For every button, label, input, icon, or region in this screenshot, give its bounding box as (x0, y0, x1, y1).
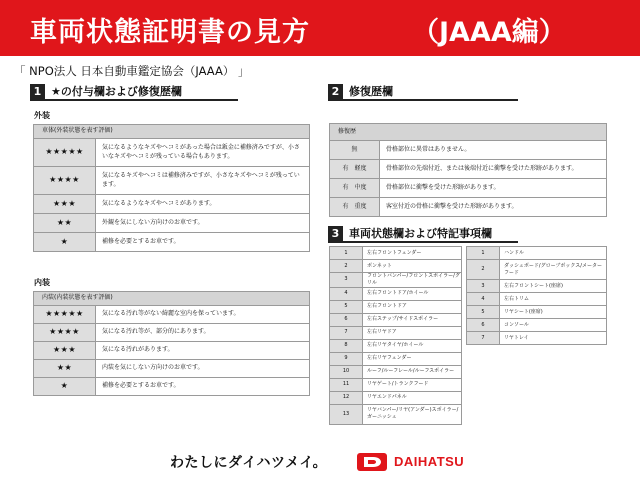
left_rows-row (330, 273, 462, 288)
rating-description: 補修を必要とするお車です。 (96, 378, 310, 396)
right_rows-row (467, 280, 607, 293)
part-number: 10 (330, 365, 363, 378)
brand-name: DAIHATSU (394, 454, 465, 469)
part-number: 8 (330, 339, 363, 352)
section2-number: 2 (328, 84, 343, 99)
part-name: ルーフ/ルーフレール/ルーフスポイラー (363, 365, 462, 378)
interior-row (34, 306, 310, 324)
repair-row (330, 141, 607, 160)
star-rating: ★★★★★ (34, 139, 96, 167)
edition-label: （JAAA編） (412, 17, 566, 48)
left_rows-row (330, 404, 462, 424)
star-rating: ★★ (34, 214, 96, 233)
part-number: 13 (330, 404, 363, 424)
part-number: 3 (330, 273, 363, 288)
repair-description: 骨格部位に衝撃を受けた形跡があります。 (380, 179, 607, 198)
repair-level: 有 重度 (330, 198, 380, 217)
part-number: 7 (467, 332, 500, 345)
repair-row (330, 198, 607, 217)
rating-description: 気になる汚れ等が、部分的にあります。 (96, 324, 310, 342)
star-rating: ★★ (34, 360, 96, 378)
interior-rating-table (33, 291, 310, 396)
repair-description: 客室付近の骨格に衝撃を受けた形跡があります。 (380, 198, 607, 217)
rating-description: 気になる汚れ等がない綺麗な室内を保っています。 (96, 306, 310, 324)
section3-number: 3 (328, 226, 343, 241)
section1-number: 1 (30, 84, 45, 99)
part-name: フロントバンパー/フロントスポイラー/グリル (363, 273, 462, 288)
part-name: ダッシュボード/グローブボックス/メーターフード (500, 260, 607, 280)
part-number: 6 (330, 313, 363, 326)
part-name: 左右フロントドア (363, 300, 462, 313)
daihatsu-logo-icon (357, 453, 387, 471)
interior-row (34, 360, 310, 378)
slogan: わたしにダイハツメイ。 (170, 455, 328, 471)
right_rows-row (467, 332, 607, 345)
part-number: 1 (330, 247, 363, 260)
rating-description: 気になる汚れがあります。 (96, 342, 310, 360)
repair-row (330, 160, 607, 179)
star-rating: ★★★★ (34, 324, 96, 342)
part-number: 4 (467, 293, 500, 306)
part-number: 6 (467, 319, 500, 332)
header-banner (0, 0, 640, 56)
exterior-row (34, 233, 310, 252)
star-rating: ★★★ (34, 342, 96, 360)
footer-logos (0, 450, 640, 474)
exterior-row (34, 214, 310, 233)
left_rows-row (330, 287, 462, 300)
part-number: 12 (330, 391, 363, 404)
part-number: 11 (330, 378, 363, 391)
interior-parts-table (466, 246, 607, 345)
repair-level: 無 (330, 141, 380, 160)
repair-description: 骨格部位に異常はありません。 (380, 141, 607, 160)
rating-description: 気になるようなキズやヘコミがあった場合は鈑金に補修済みですが、小さいなキズやヘコミが残っている場合もあります。 (96, 139, 310, 167)
left_rows-row (330, 247, 462, 260)
part-number: 2 (467, 260, 500, 280)
star-rating: ★ (34, 233, 96, 252)
part-name: コンソール (500, 319, 607, 332)
repair-table-header: 修復歴 (330, 124, 607, 141)
interior-table-header: 内装(内装状態を表す評価) (34, 292, 310, 306)
exterior-rating-table (33, 124, 310, 252)
exterior-parts-table (329, 246, 462, 425)
part-number: 1 (467, 247, 500, 260)
part-name: ボンネット (363, 260, 462, 273)
part-name: リヤシート(座席) (500, 306, 607, 319)
part-name: リヤトレイ (500, 332, 607, 345)
star-rating: ★★★★ (34, 167, 96, 195)
part-number: 9 (330, 352, 363, 365)
part-name: 左右トリム (500, 293, 607, 306)
star-rating: ★★★★★ (34, 306, 96, 324)
interior-row (34, 342, 310, 360)
part-name: 左右リヤフェンダー (363, 352, 462, 365)
rating-description: 気になるようなキズやヘコミがあります。 (96, 195, 310, 214)
rating-description: 気になるキズやヘコミは補修済みですが、小さなキズやヘコミが残っています。 (96, 167, 310, 195)
part-name: 左右ステップ/サイドスポイラー (363, 313, 462, 326)
right_rows-row (467, 260, 607, 280)
left_rows-row (330, 365, 462, 378)
interior-row (34, 378, 310, 396)
repair-level: 有 軽度 (330, 160, 380, 179)
repair-row (330, 179, 607, 198)
part-number: 4 (330, 287, 363, 300)
exterior-label: 外装 (34, 111, 50, 120)
part-name: リヤバンパー/リヤ(アンダー)スポイラー/ガーニッシュ (363, 404, 462, 424)
part-name: リヤエンドパネル (363, 391, 462, 404)
part-number: 7 (330, 326, 363, 339)
part-name: 左右リヤドア (363, 326, 462, 339)
section1-title: ★の付与欄および修復歴欄 (51, 85, 182, 98)
rating-description: 外観を気にしない方向けのお車です。 (96, 214, 310, 233)
right_rows-row (467, 306, 607, 319)
section1-heading (30, 83, 238, 101)
interior-row (34, 324, 310, 342)
section3-title: 車両状態欄および特記事項欄 (349, 227, 492, 240)
part-number: 2 (330, 260, 363, 273)
left_rows-row (330, 260, 462, 273)
left_rows-row (330, 352, 462, 365)
exterior-row (34, 195, 310, 214)
repair-history-table (329, 123, 607, 217)
exterior-row (34, 139, 310, 167)
left_rows-row (330, 326, 462, 339)
page-title: 車両状態証明書の見方 (30, 17, 310, 48)
section3-heading (328, 225, 518, 243)
left_rows-row (330, 300, 462, 313)
star-rating: ★ (34, 378, 96, 396)
repair-description: 骨格部位の先端付近、または後端付近に衝撃を受けた形跡があります。 (380, 160, 607, 179)
interior-label: 内装 (34, 278, 50, 287)
star-rating: ★★★ (34, 195, 96, 214)
part-name: 左右リヤタイヤ/ホイール (363, 339, 462, 352)
exterior-table-header: 車体(外装状態を表す評価) (34, 125, 310, 139)
part-name: 左右フロントフェンダー (363, 247, 462, 260)
exterior-row (34, 167, 310, 195)
right_rows-row (467, 319, 607, 332)
left_rows-row (330, 339, 462, 352)
part-name: ハンドル (500, 247, 607, 260)
left_rows-row (330, 378, 462, 391)
part-number: 5 (330, 300, 363, 313)
part-name: リヤゲート/トランクフード (363, 378, 462, 391)
section2-heading (328, 83, 518, 101)
part-number: 5 (467, 306, 500, 319)
part-number: 3 (467, 280, 500, 293)
organization-label: 「 NPO法人 日本自動車鑑定協会（JAAA） 」 (14, 64, 250, 78)
rating-description: 補修を必要とするお車です。 (96, 233, 310, 252)
part-name: 左右フロントシート(座席) (500, 280, 607, 293)
section2-title: 修復歴欄 (349, 85, 393, 98)
repair-level: 有 中度 (330, 179, 380, 198)
left_rows-row (330, 391, 462, 404)
right_rows-row (467, 247, 607, 260)
right_rows-row (467, 293, 607, 306)
rating-description: 内装を気にしない方向けのお車です。 (96, 360, 310, 378)
left_rows-row (330, 313, 462, 326)
part-name: 左右フロントドア/ホイール (363, 287, 462, 300)
